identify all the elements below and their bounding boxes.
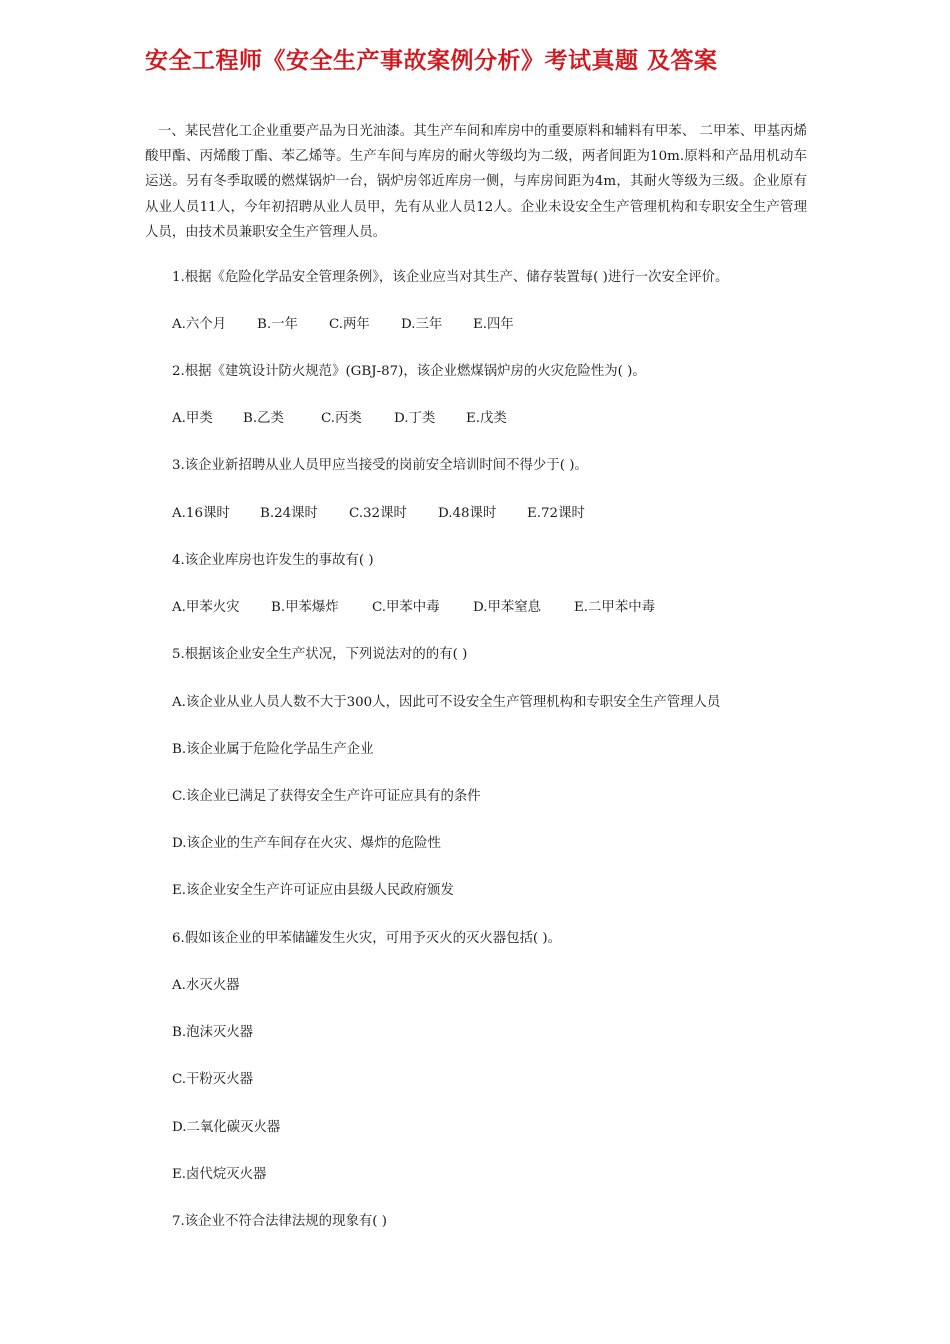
q1-option-a: A.六个月 xyxy=(172,317,227,332)
q3-option-e: E.72课时 xyxy=(527,506,585,521)
question-7: 7.该企业不符合法律法规的现象有( ) xyxy=(172,1214,387,1229)
q2-option-e: E.戊类 xyxy=(466,411,507,426)
q5-option-e: E.该企业安全生产许可证应由县级人民政府颁发 xyxy=(172,883,454,898)
q6-option-a: A.水灭火器 xyxy=(172,978,240,993)
q6-option-b: B.泡沫灭火器 xyxy=(172,1025,254,1040)
question-2: 2.根据《建筑设计防火规范》(GBJ-87)，该企业燃煤锅炉房的火灾危险性为( )。 xyxy=(172,364,646,379)
q5-option-a: A.该企业从业人员人数不大于300人，因此可不设安全生产管理机构和专职安全生产管理人员 xyxy=(172,695,721,710)
q3-option-d: D.48课时 xyxy=(438,506,497,521)
q2-option-a: A.甲类 xyxy=(172,411,213,426)
page-title: 安全工程师《安全生产事故案例分析》考试真题 及答案 xyxy=(145,48,718,74)
q3-option-a: A.16课时 xyxy=(172,506,230,521)
q5-option-d: D.该企业的生产车间存在火灾、爆炸的危险性 xyxy=(172,836,441,851)
q1-option-c: C.两年 xyxy=(329,317,370,332)
q5-option-c: C.该企业已满足了获得安全生产许可证应具有的条件 xyxy=(172,789,481,804)
q3-option-c: C.32课时 xyxy=(349,506,407,521)
question-5: 5.根据该企业安全生产状况，下列说法对的的有( ) xyxy=(172,647,468,662)
q1-option-d: D.三年 xyxy=(401,317,443,332)
q2-option-b: B.乙类 xyxy=(243,411,284,426)
q2-option-c: C.丙类 xyxy=(321,411,362,426)
q4-option-d: D.甲苯窒息 xyxy=(473,600,542,615)
question-6: 6.假如该企业的甲苯储罐发生火灾，可用予灭火的灭火器包括( )。 xyxy=(172,931,562,946)
q4-option-c: C.甲苯中毒 xyxy=(372,600,440,615)
q1-option-e: E.四年 xyxy=(473,317,514,332)
q6-option-c: C.干粉灭火器 xyxy=(172,1072,253,1087)
q6-option-d: D.二氧化碳灭火器 xyxy=(172,1120,281,1135)
q5-option-b: B.该企业属于危险化学品生产企业 xyxy=(172,742,374,757)
case-intro-paragraph: 一、某民营化工企业重要产品为日光油漆。其生产车间和库房中的重要原料和辅料有甲苯、 二甲苯、甲基丙烯酸甲酯、丙烯酸丁酯、苯乙烯等。生产车间与库房的耐火等级均为二级，两者间距为10m.原料和产品用机动车运送。另有冬季取暖的燃煤锅炉一台，锅炉房邻近库房一侧，与库房间距为4m，其耐火等级为三级。企业原有从业人员11人，今年初招聘从业人员甲，先有从业人员12人。企业未设安全生产管理机构和专职安全生产管理人员，由技术员兼职安全生产管理人员。 xyxy=(145,124,807,240)
q6-option-e: E.卤代烷灭火器 xyxy=(172,1167,267,1182)
q2-option-d: D.丁类 xyxy=(394,411,436,426)
q4-option-b: B.甲苯爆炸 xyxy=(271,600,339,615)
question-1: 1.根据《危险化学品安全管理条例》，该企业应当对其生产、储存装置每( )进行一次安全评价。 xyxy=(172,270,729,285)
q3-option-b: B.24课时 xyxy=(260,506,318,521)
question-3: 3.该企业新招聘从业人员甲应当接受的岗前安全培训时间不得少于( )。 xyxy=(172,458,588,473)
q4-option-e: E.二甲苯中毒 xyxy=(574,600,655,615)
q1-option-b: B.一年 xyxy=(257,317,298,332)
q4-option-a: A.甲苯火灾 xyxy=(172,600,240,615)
question-4: 4.该企业库房也许发生的事故有( ) xyxy=(172,553,374,568)
